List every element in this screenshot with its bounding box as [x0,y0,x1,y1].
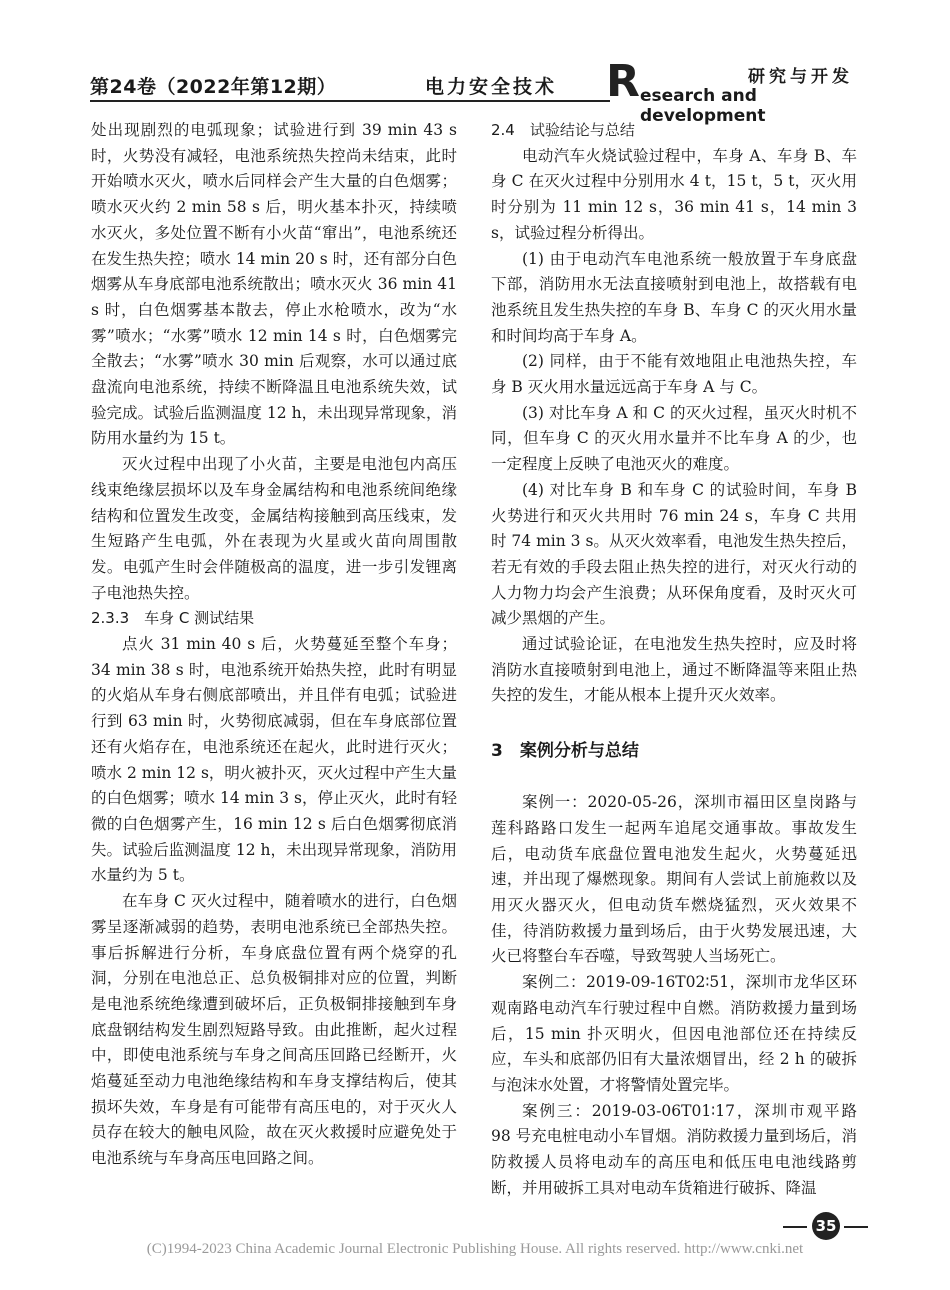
paragraph: 案例三：2019-03-06T01∶17，深圳市观平路 98 号充电桩电动小车冒烟。消防救援力量到场后，消防救援人员将电动车的高压电和低压电电池线路剪断，并用破拆工具对电动车货箱进行破拆、降温 [491,1101,857,1197]
section-title-zh: 研究与开发 [748,67,853,87]
section-title-en: esearch and development [640,86,766,126]
paragraph: (1) 由于电动汽车电池系统一般放置于车身底盘下部，消防用水无法直接喷射到电池上，故搭载有电池系统且发生热失控的车身 B、车身 C 的灭火用水量和时间均高于车身 A。 [491,249,857,345]
paragraph: (3) 对比车身 A 和 C 的灭火过程，虽灭火时机不同，但车身 C 的灭火用水量并不比车身 A 的少，也一定程度上反映了电池灭火的难度。 [491,403,857,474]
paragraph: 处出现剧烈的电弧现象；试验进行到 39 min 43 s 时，火势没有减轻，电池系统热失控尚未结束，此时开始喷水灭火，喷水后同样会产生大量的白色烟雾；喷水灭火约 2 min 58 s 后，明火基本扑灭，持续喷水灭火，多处位置不断有小火苗“窜出”，电池系统还在发生热失控；喷水 14 min 20 s 时，还有部分白色烟雾从车身底部电池系统散出；喷水灭火 36 min 41 s 时，白色烟雾基本散去，停止水枪喷水，改为“水雾”喷水；“水雾”喷水 12 min 14 s 时，白色烟雾完全散去；“水雾”喷水 30 min 后观察，水可以通过底盘流向电池系统，持续不断降温且电池系统失效，试验完成。试验后监测温度 12 h，未出现异常现象，消防用水量约为 15 t。 [91,121,457,448]
paragraph: 案例一：2020-05-26，深圳市福田区皇岗路与莲科路路口发生一起两车追尾交通事故。事故发生后，电动货车底盘位置电池发生起火，火势蔓延迅速，并出现了爆燃现象。期间有人尝试上前施救以及用灭火器灭火，但电动货车燃烧猛烈，灭火效果不佳，待消防救援力量到场后，由于火势发展迅速，大火已将整台车吞噬，导致驾驶人当场死亡。 [491,793,857,966]
journal-title: 电力安全技术 [425,76,558,98]
header-rule [90,100,610,102]
section-heading: 2.3.3 车身 C 测试结果 [91,609,255,628]
paragraph: 在车身 C 灭火过程中，随着喷水的进行，白色烟雾呈逐渐减弱的趋势，表明电池系统已全部热失控。事后拆解进行分析，车身底盘位置有两个烧穿的孔洞，分别在电池总正、总负极铜排对应的位置，判断是电池系统绝缘遭到破坏后，正负极铜排接触到车身底盘钢结构发生剧烈短路导致。由此推断，起火过程中，即使电池系统与车身之间高压回路已经断开，火焰蔓延至动力电池绝缘结构和车身支撑结构后，使其损坏失效，车身是有可能带有高压电的，对于灭火人员存在较大的触电风险，故在灭火救援时应避免处于电池系统与车身高压电回路之间。 [91,892,457,1168]
right-column [491,118,857,1201]
paragraph: 灭火过程中出现了小火苗，主要是电池包内高压线束绝缘层损坏以及车身金属结构和电池系统间绝缘结构和位置发生改变，金属结构接触到高压线束，发生短路产生电弧，外在表现为火星或火苗向周围散发。电弧产生时会伴随极高的温度，进一步引发锂离子电池热失控。 [91,455,457,602]
page-number-dash-right [844,1226,868,1228]
copyright-footer: (C)1994-2023 China Academic Journal Electronic Publishing House. All rights reserved. http://www.cnki.net [146,1241,804,1257]
section-logo-letter: R [606,56,640,107]
paragraph: 通过试验论证，在电池发生热失控时，应及时将消防水直接喷射到电池上，通过不断降温等来阻止热失控的发生，才能从根本上提升灭火效率。 [491,635,857,705]
section-heading: 2.4 试验结论与总结 [491,121,635,139]
paragraph: 电动汽车火烧试验过程中，车身 A、车身 B、车身 C 在灭火过程中分别用水 4 t，15 t，5 t，灭火用时分别为 11 min 12 s，36 min 41 s，14 min 3 s，试验过程分析得出。 [491,146,857,242]
page-header [80,56,870,126]
page-number-badge: 35 [812,1212,840,1240]
page-number [783,1212,868,1242]
page-number-dash-left [783,1226,807,1228]
paragraph: 点火 31 min 40 s 后，火势蔓延至整个车身；34 min 38 s 时，电池系统开始热失控，此时有明显的火焰从车身右侧底部喷出，并且伴有电弧；试验进行到 63 min 时，火势彻底减弱，但在车身底部位置还有火焰存在，电池系统还在起火，此时进行灭火；喷水 2 min 12 s，明火被扑灭，灭火过程中产生大量的白色烟雾；喷水 14 min 3 s，停止灭火，此时有轻微的白色烟雾产生，16 min 12 s 后白色烟雾彻底消失。试验后监测温度 12 h，未出现异常现象，消防用水量约为 5 t。 [91,635,457,885]
section-heading-3: 3 案例分析与总结 [491,741,639,762]
paragraph: (4) 对比车身 B 和车身 C 的试验时间，车身 B 火势进行和灭火共用时 76 min 24 s，车身 C 共用时 74 min 3 s。从灭火效率看，电池发生热失控后，若无有效的手段去阻止热失控的进行，对灭火行动的人力物力均会产生浪费；从环保角度看，及时灭火可减少黑烟的产生。 [491,480,857,628]
issue-label: 第24卷（2022年第12期） [90,76,337,98]
paragraph: 案例二：2019-09-16T02∶51，深圳市龙华区环观南路电动汽车行驶过程中自燃。消防救援力量到场后，15 min 扑灭明火，但因电池部位还在持续反应，车头和底部仍旧有大量浓烟冒出，经 2 h 的破拆与泡沫水处置，才将警情处置完毕。 [491,973,857,1094]
left-column [91,118,457,1172]
paragraph: (2) 同样，由于不能有效地阻止电池热失控，车身 B 灭火用水量远远高于车身 A 与 C。 [491,352,857,397]
